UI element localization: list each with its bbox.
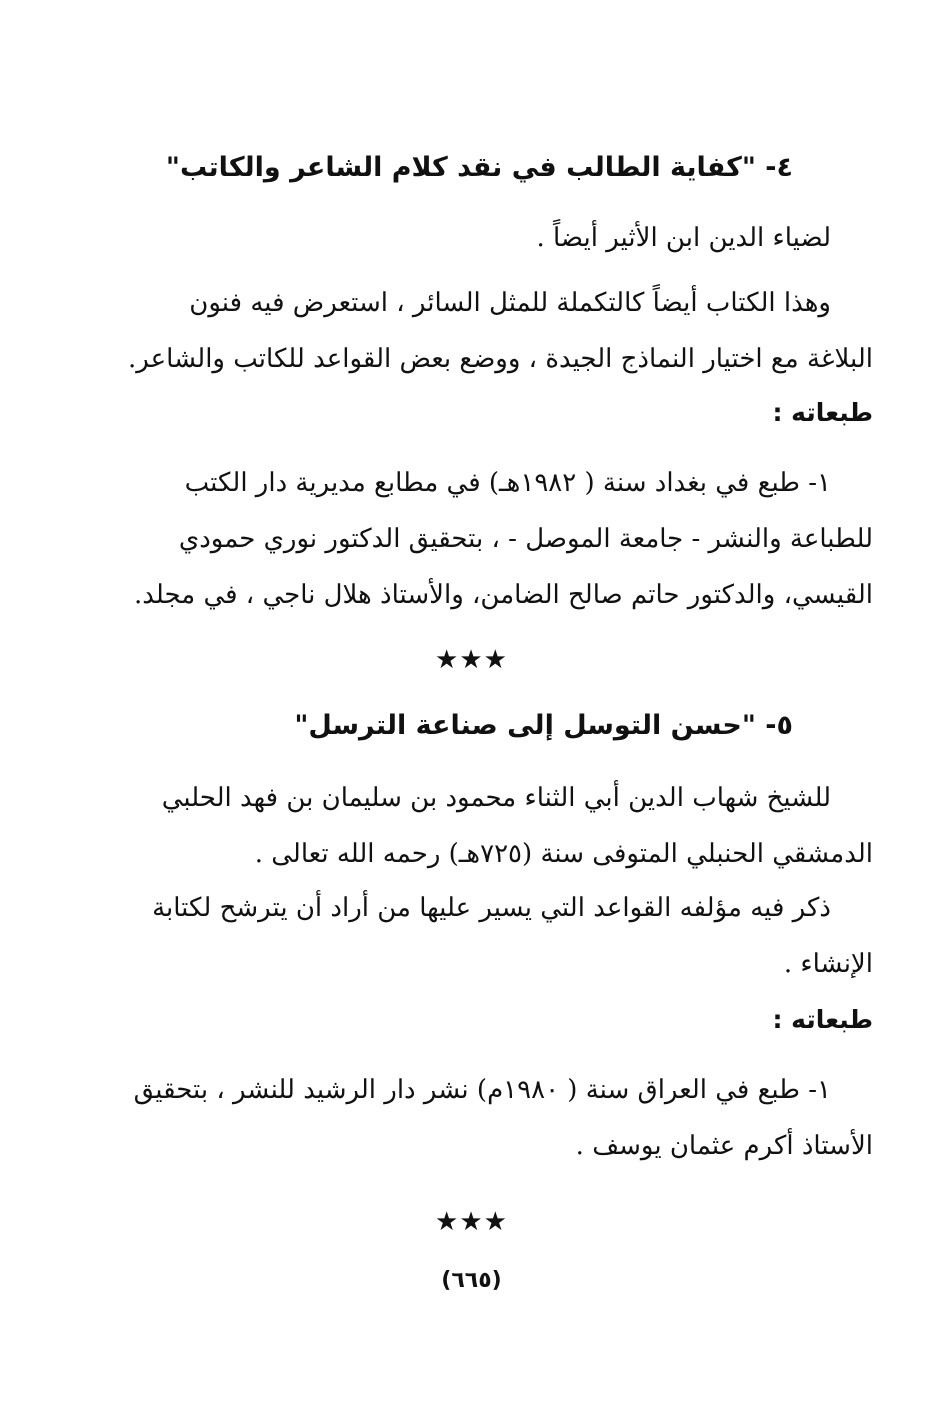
author-line: للشيخ شهاب الدين أبي الثناء محمود بن سليمان بن فهد الحلبي [161,783,831,813]
edition-line: للطباعة والنشر - جامعة الموصل - ، بتحقيق الدكتور نوري حمودي [178,524,873,554]
section-5-author [70,770,873,882]
edition-line: ١- طبع في بغداد سنة ( ١٩٨٢هـ) في مطابع مديرية دار الكتب [184,468,831,498]
edition-line: ١- طبع في العراق سنة ( ١٩٨٠م) نشر دار الرشيد للنشر ، بتحقيق [133,1075,831,1105]
section-separator: ★★★ [435,1207,508,1237]
section-5-title: ٥- "حسن التوسل إلى صناعة الترسل" [294,710,793,741]
description-line: وهذا الكتاب أيضاً كالتكملة للمثل السائر ، استعرض فيه فنون [189,288,831,318]
edition-line: القيسي، والدكتور حاتم صالح الضامن، والأستاذ هلال ناجي ، في مجلد. [133,580,873,610]
section-4-editions-label: طبعاته : [772,398,873,427]
description-line: الإنشاء . [783,949,873,979]
section-4-editions [70,455,873,623]
section-5-editions-label: طبعاته : [772,1005,873,1034]
author-line: لضياء الدين ابن الأثير أيضاً . [536,223,831,253]
author-line: الدمشقي الحنبلي المتوفى سنة (٧٢٥هـ) رحمه الله تعالى . [254,839,873,869]
description-line: ذكر فيه مؤلفه القواعد التي يسير عليها من أراد أن يترشح لكتابة [152,893,831,923]
description-line: البلاغة مع اختيار النماذج الجيدة ، ووضع بعض القواعد للكاتب والشاعر. [128,344,873,374]
section-5-editions [70,1062,873,1174]
page-number: (٦٦٥) [441,1268,502,1293]
section-4-author [70,210,873,266]
section-4-description [70,275,873,387]
section-5-description [70,880,873,992]
document-page [70,0,873,1401]
section-4-title: ٤- "كفاية الطالب في نقد كلام الشاعر والكاتب" [165,152,793,183]
section-separator: ★★★ [435,645,508,675]
edition-line: الأستاذ أكرم عثمان يوسف . [575,1131,873,1161]
